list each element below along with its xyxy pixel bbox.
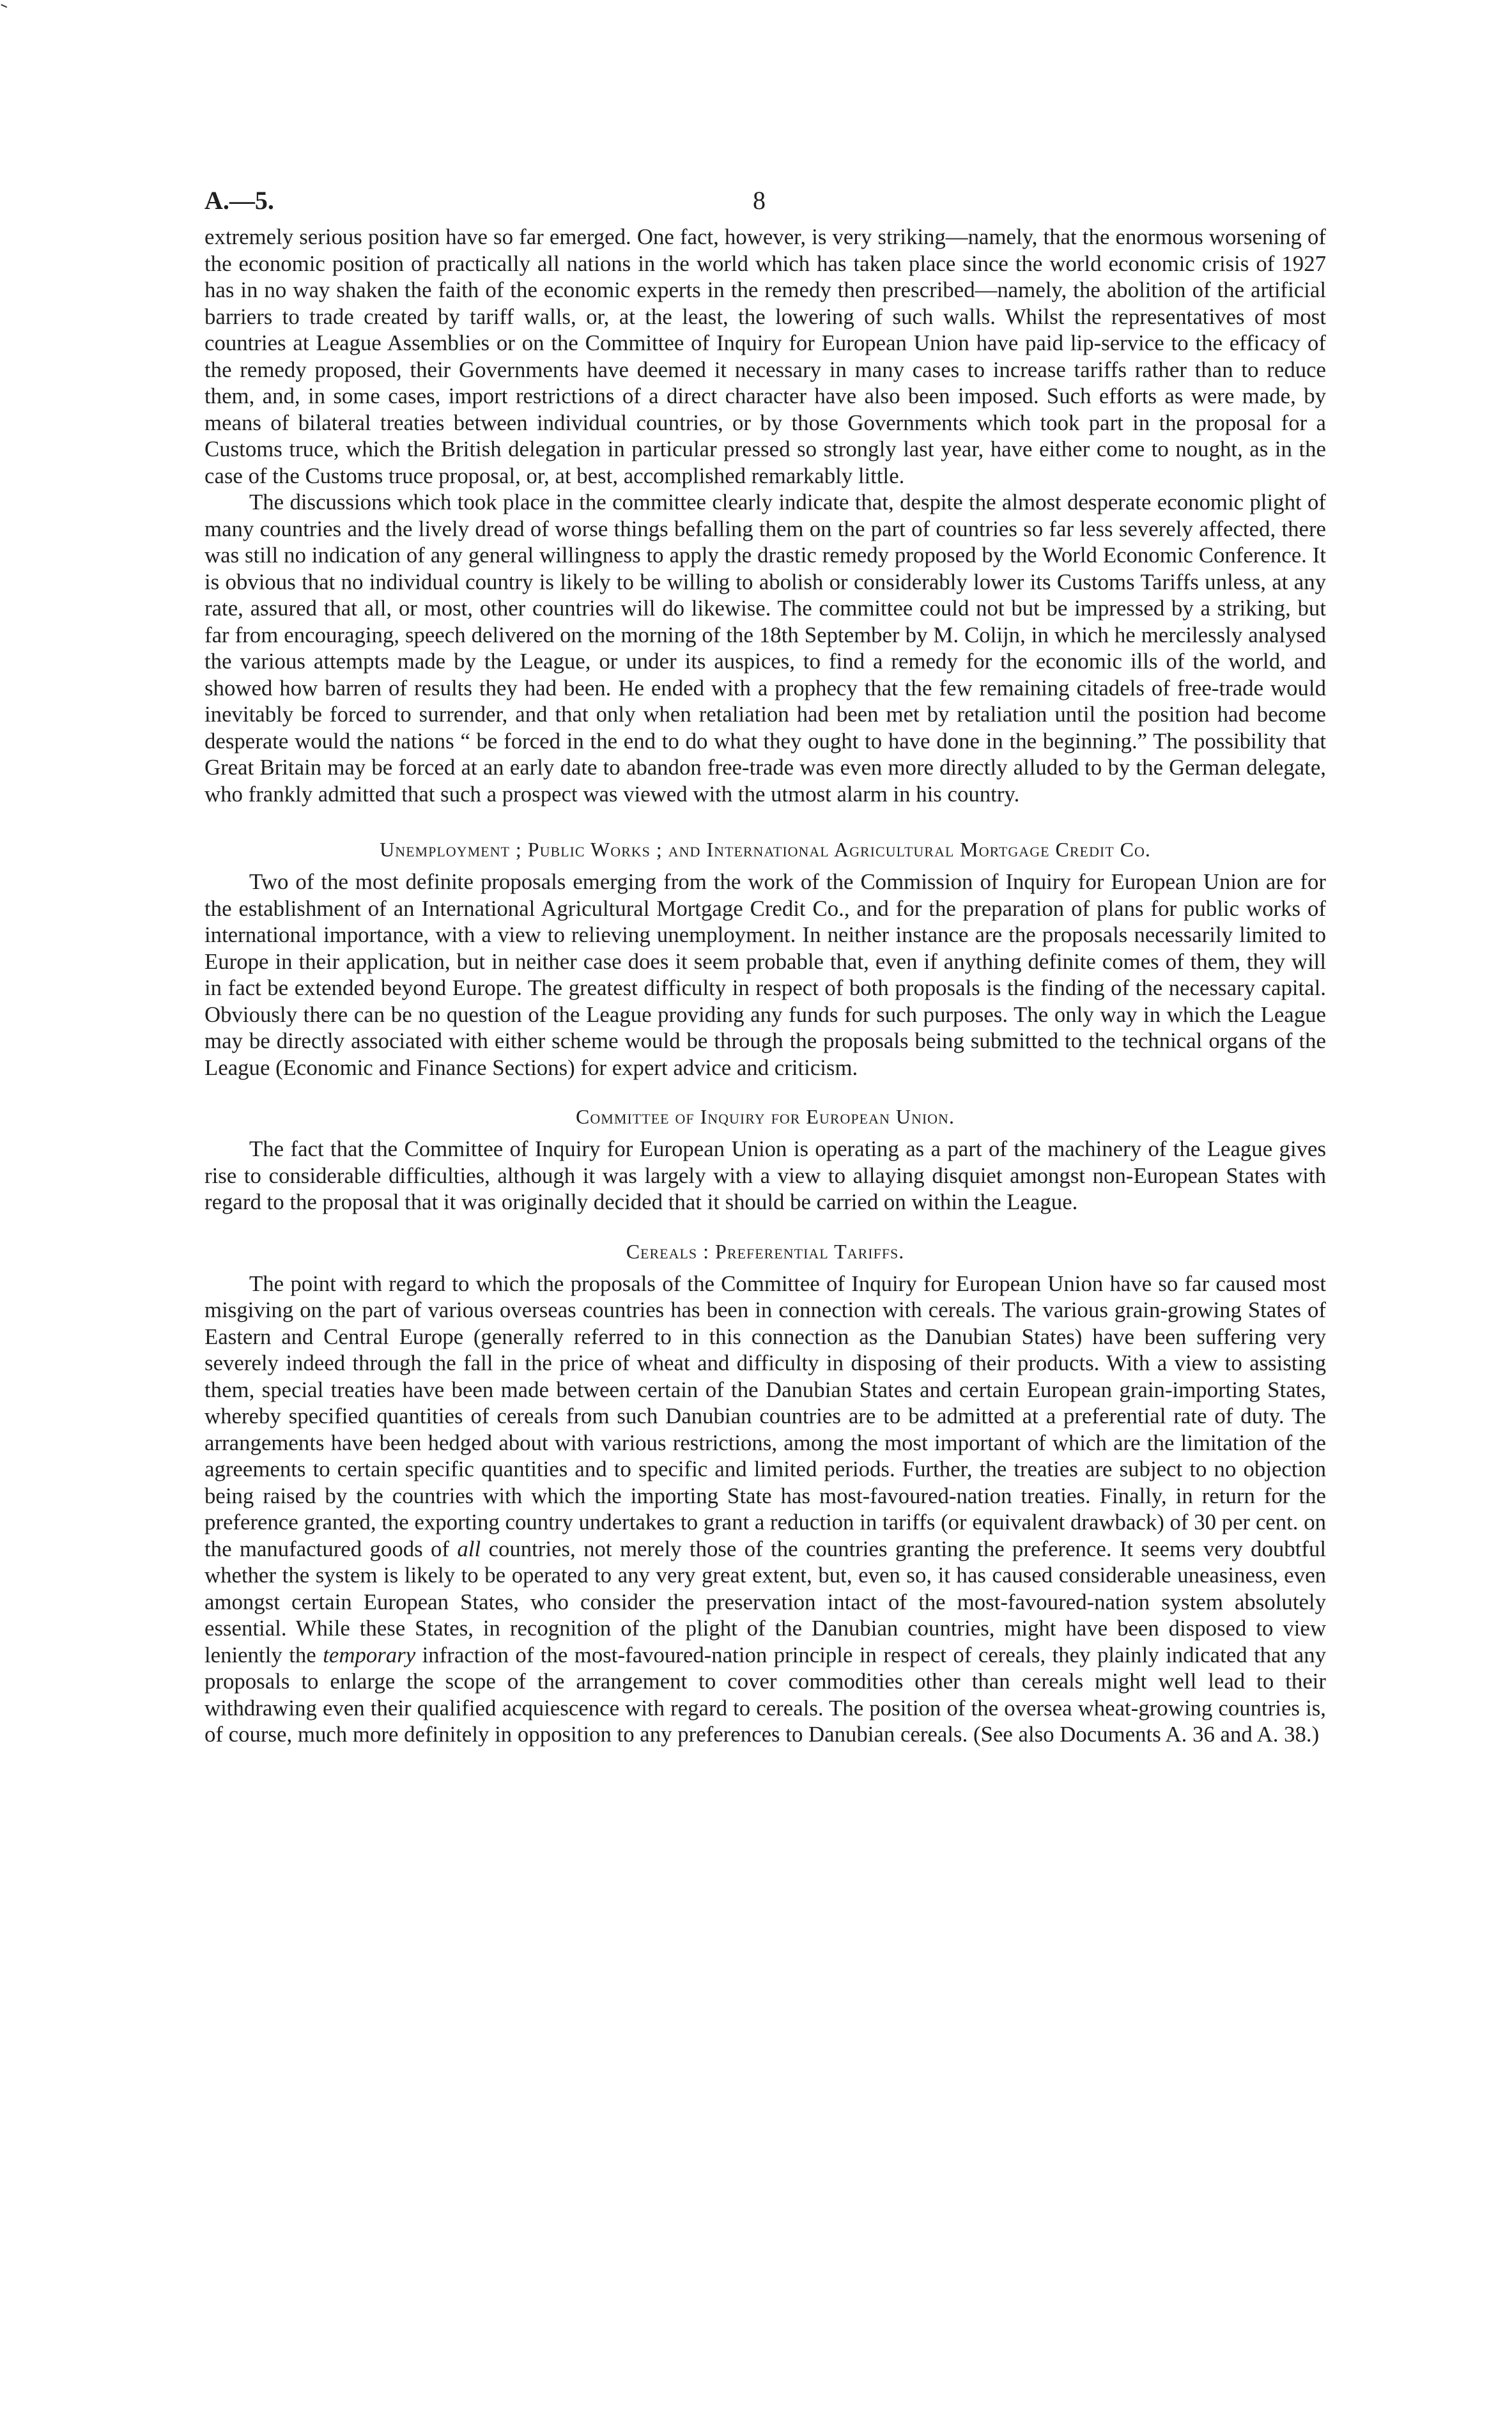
paragraph-cereals-part-b: countries, not merely those of the countries granting the preference. It seems very doubtful whether the system is likely to be operated to any very great extent, but, even so, it has caused considerable uneasiness, even amongst certain European States, who consider the preservation intact of the most-favoured-nation system absolutely essential. While these States, in recognition of the plight of the Danubian countries, might have been disposed to view leniently the	[204, 1536, 1327, 1667]
document-page	[204, 173, 1326, 1748]
paragraph-cereals	[204, 1271, 1326, 1748]
running-head	[204, 173, 1326, 224]
emphasis-temporary: temporary	[323, 1642, 416, 1667]
paragraph-proposals: Two of the most definite proposals emerging from the work of the Commission of Inquiry for European Union are for the establishment of an International Agricultural Mortgage Credit Co., and for the preparation of plans for public works of international importance, with a view to relieving unemployment. In neither instance are the proposals necessarily limited to Europe in their application, but in neither case does it seem probable that, even if anything definite comes of them, they will in fact be extended beyond Europe. The greatest difficulty in respect of both proposals is the finding of the necessary capital. Obviously there can be no question of the League providing any funds for such purposes. The only way in which the League may be directly associated with either scheme would be through the proposals being submitted to the technical organs of the League (Economic and Finance Sections) for expert advice and criticism.	[204, 869, 1326, 1080]
section-heading-cereals: Cereals : Preferential Tariffs.	[626, 1239, 905, 1263]
paragraph-continuation: extremely serious position have so far emerged. One fact, however, is very striking—namely, that the enormous worsening of the economic position of practically all nations in the world which has taken place since the world economic crisis of 1927 has in no way shaken the faith of the economic experts in the remedy then prescribed—namely, the abolition of the artificial barriers to trade created by tariff walls, or, at the least, the lowering of such walls. Whilst the representatives of most countries at League Assemblies or on the Committee of Inquiry for European Union have paid lip-service to the efficacy of the remedy proposed, their Governments have deemed it necessary in many cases to increase tariffs rather than to reduce them, and, in some cases, import restrictions of a direct character have also been imposed. Such efforts as were made, by means of bilateral treaties between individual countries, or by those Governments which took part in the proposal for a Customs truce, which the British delegation in particular pressed so strongly last year, have either come to nought, as in the case of the Customs truce proposal, or, at best, accomplished remarkably little.	[204, 224, 1326, 488]
scan-corner-mark	[0, 4, 7, 11]
paragraph-committee: The fact that the Committee of Inquiry for European Union is operating as a part of the machinery of the League gives rise to considerable difficulties, although it was largely with a view to allaying disquiet amongst non-European States with regard to the proposal that it was originally decided that it should be carried on within the League.	[204, 1136, 1326, 1214]
paragraph-cereals-part-a: The point with regard to which the proposals of the Committee of Inquiry for European Union have so far caused most misgiving on the part of various overseas countries has been in connection with cereals. The various grain-growing States of Eastern and Central Europe (generally referred to in this connection as the Danubian States) have been suffering very severely indeed through the fall in the price of wheat and difficulty in disposing of their products. With a view to assisting them, special treaties have been made between certain of the Danubian States and certain European grain-importing States, whereby specified quantities of cereals from such Danubian countries are to be admitted at a preferential rate of duty. The arrangements have been hedged about with various restrictions, among the most important of which are the limitation of the agreements to certain specific quantities and to specific and limited periods. Further, the treaties are subject to no objection being raised by the countries with which the importing State has most-favoured-nation treaties. Finally, in return for the preference granted, the exporting country undertakes to grant a reduction in tariffs (or equivalent drawback) of 30 per cent. on the manufactured goods of	[204, 1271, 1326, 1561]
document-reference: A.—5.	[204, 186, 274, 215]
page-number: 8	[753, 186, 766, 215]
paragraph-discussions: The discussions which took place in the committee clearly indicate that, despite the almost desperate economic plight of many countries and the lively dread of worse things befalling them on the part of countries so far less severely affected, there was still no indication of any general willingness to apply the drastic remedy proposed by the World Economic Conference. It is obvious that no individual country is likely to be willing to abolish or considerably lower its Customs Tariffs unless, at any rate, assured that all, or most, other countries will do likewise. The committee could not but be impressed by a striking, but far from encouraging, speech delivered on the morning of the 18th September by M. Colijn, in which he mercilessly analysed the various attempts made by the League, or under its auspices, to find a remedy for the economic ills of the world, and showed how barren of results they had been. He ended with a prophecy that the few remaining citadels of free-trade would inevitably be forced to surrender, and that only when retaliation had been met by retaliation until the position had become desperate would the nations “ be forced in the end to do what they ought to have done in the beginning.” The possibility that Great Britain may be forced at an early date to abandon free-trade was even more directly alluded to by the German delegate, who frankly admitted that such a prospect was viewed with the utmost alarm in his country.	[204, 490, 1326, 807]
paragraph-cereals-part-c: infraction of the most-favoured-nation principle in respect of cereals, they plainly indicated that any proposals to enlarge the scope of the arrangement to cover commodities other than cereals might well lead to their withdrawing even their qualified acquiescence with regard to cereals. The position of the oversea wheat-growing countries is, of course, much more definitely in opposition to any preferences to Danubian cereals. (See also Documents A. 36 and A. 38.)	[204, 1642, 1326, 1747]
emphasis-all: all	[457, 1536, 481, 1561]
section-heading-unemployment: Unemployment ; Public Works ; and International Agricultural Mortgage Credit Co.	[380, 838, 1151, 861]
section-heading-committee: Committee of Inquiry for European Union.	[576, 1105, 955, 1128]
